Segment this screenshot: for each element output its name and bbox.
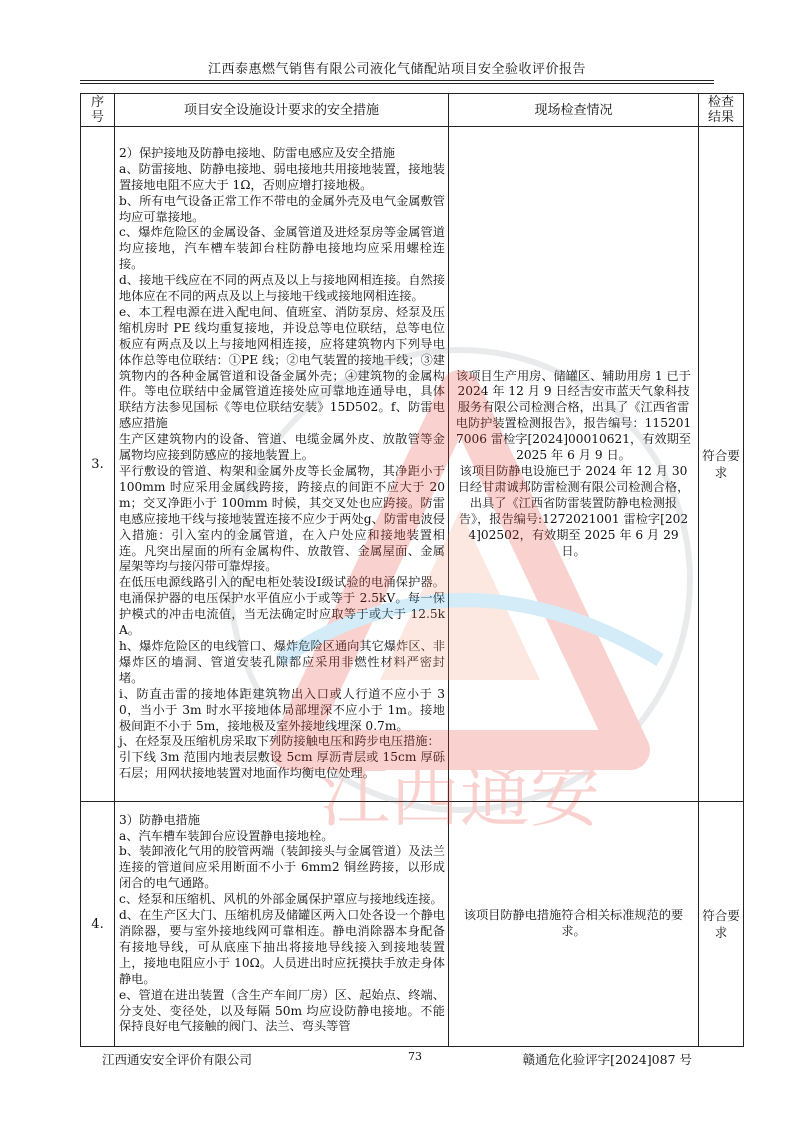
requirement-cell: 2）保护接地及防静电接地、防雷电感应及安全措施 a、防雷接地、防静电接地、弱电接地共用接地装置，接地装置接地电阻不应大于 1Ω，否则应增打接地极。 b、所有电气设备正常工作不带电的金属外壳及电气金属敷管均应可靠接地。 c、爆炸危险区的金属设备、金属管道及进烃泵房等金属管道均应接地，汽车槽车装卸台柱防静电接地均应采用螺栓连接。 d、接地干线应在不同的两点及以上与接地网相连接。自然接地体应在不同的两点及以上与接地干线或接地网相连接。 e、本工程电源在进入配电间、值班室、消防泵房、烃泵及压缩机房时 PE 线均重复接地，并设总等电位联结，总等电位板应有两点及以上与接地网相连接，应将建筑物内下列导电体作总等电位联结：①PE 线；②电气装置的接地干线；③建筑物内的各种金属管道和设备金属外壳；④建筑物的金属构件。等电位联结中金属管道连接处应可靠地连通导电，具体联结方法参见国标《等电位联结安装》15D502。f、防雷电感应措施 生产区建筑物内的设备、管道、电缆金属外皮、放散管等金属物均应接到防感应的接地装置上。 平行敷设的管道、构架和金属外皮等长金属物，其净距小于 100mm 时应采用金属线跨接，跨接点的间距不应大于 20m；交叉净距小于 100mm 时候，其交叉处也应跨接。防雷电感应接地干线与接地装置连接不应少于两处g、防雷电波侵入措施：引入室内的金属管道，在入户处应和接地装置相连。凡突出屋面的所有金属构件、放散管、金属屋面、金属屋架等均与接闪带可靠焊接。 在低压电源线路引入的配电柜处装设Ⅰ级试验的电涌保护器。电涌保护器的电压保护水平值应小于或等于 2.5kV。每一保护模式的冲击电流值，当无法确定时应取等于或大于 12.5kA。 h、爆炸危险区的电线管口、爆炸危险区通向其它爆炸区、非爆炸区的墙洞、管道安装孔隙都应采用非燃性材料严密封堵。 i、防直击雷的接地体距建筑物出入口或人行道不应小于 30，当小于 3m 时水平接地体局部埋深不应小于 1m。接地极间距不小于 5m，接地极及室外接地线埋深 0.7m。 j、在烃泵及压缩机房采取下列防接触电压和跨步电压措施： 引下线 3m 范围内地表层敷设 5cm 厚沥青层或 15cm 厚砾石层；用网状接地装置对地面作均衡电位处理。 — [115, 127, 449, 802]
check-text: 该项目防静电措施符合相关标准规范的要求。 — [463, 908, 684, 938]
row-number: 4. — [81, 802, 115, 1047]
col-header-no: 序号 — [81, 94, 115, 127]
footer-report-number: 赣通危化验评字[2024]087 号 — [522, 1052, 692, 1067]
requirement-cell: 3）防静电措施 a、汽车槽车装卸台应设置静电接地栓。 b、装卸液化气用的胶管两端（装卸接头与金属管道）及法兰连接的管道间应采用断面不小于 6mm2 铜丝跨接，以形成闭合的电气通路。 c、烃泵和压缩机、风机的外部金属保护罩应与接地线连接。 d、在生产区大门、压缩机房及储罐区两入口处各设一个静电消除器，要与室外接地线网可靠相连。静电消除器本身配备有接地导线，可从底座下抽出将接地导线接入到接地装置上，接地电阻应小于 10Ω。人员进出时应抚摸扶手放走身体静电。 e、管道在进出装置（含生产车间厂房）区、起始点、终端、分支处、变径处，以及每隔 50m 均应设防静电接地。不能保持良好电气接触的阀门、法兰、弯头等管 — [115, 802, 449, 1047]
col-header-requirement: 项目安全设施设计要求的安全措施 — [115, 94, 449, 127]
check-cell — [449, 802, 699, 1047]
page-footer — [80, 1050, 714, 1070]
col-header-check: 现场检查情况 — [449, 94, 699, 127]
table-row — [81, 127, 744, 802]
result-cell: 符合要求 — [699, 802, 744, 1047]
table-row — [81, 802, 744, 1047]
table-header-row — [81, 94, 744, 127]
watermark-text: 江西通安 — [320, 755, 600, 837]
check-text: 该项目生产用房、储罐区、辅助用房 1 已于 2024 年 12 月 9 日经吉安市蓝天气象科技服务有限公司检测合格，出具了《江西省雷电防护装置检测报告》，报告编号：1152017006 雷检字[2024]00010621，有效期至 2025 年 6 月 9 日。 该项目防静电设施已于 2024 年 12 月 30 日经甘肃诚邦防雷检测有限公司检测合格，出具了《江西省防雷装置防静电检测报告》，报告编号:1272021001 雷检字[2024]02502，有效期至 2025 年 6 月 29 日。 — [455, 368, 692, 558]
result-cell: 符合要求 — [699, 127, 744, 802]
header-divider — [80, 80, 714, 84]
page-number: 73 — [408, 1050, 422, 1063]
row-number: 3. — [81, 127, 115, 802]
check-cell — [449, 127, 699, 802]
safety-measures-table — [80, 93, 744, 1047]
col-header-result: 检查结果 — [699, 94, 744, 127]
footer-company: 江西通安安全评价有限公司 — [102, 1052, 253, 1067]
report-header-title: 江西泰惠燃气销售有限公司液化气储配站项目安全验收评价报告 — [207, 62, 586, 77]
